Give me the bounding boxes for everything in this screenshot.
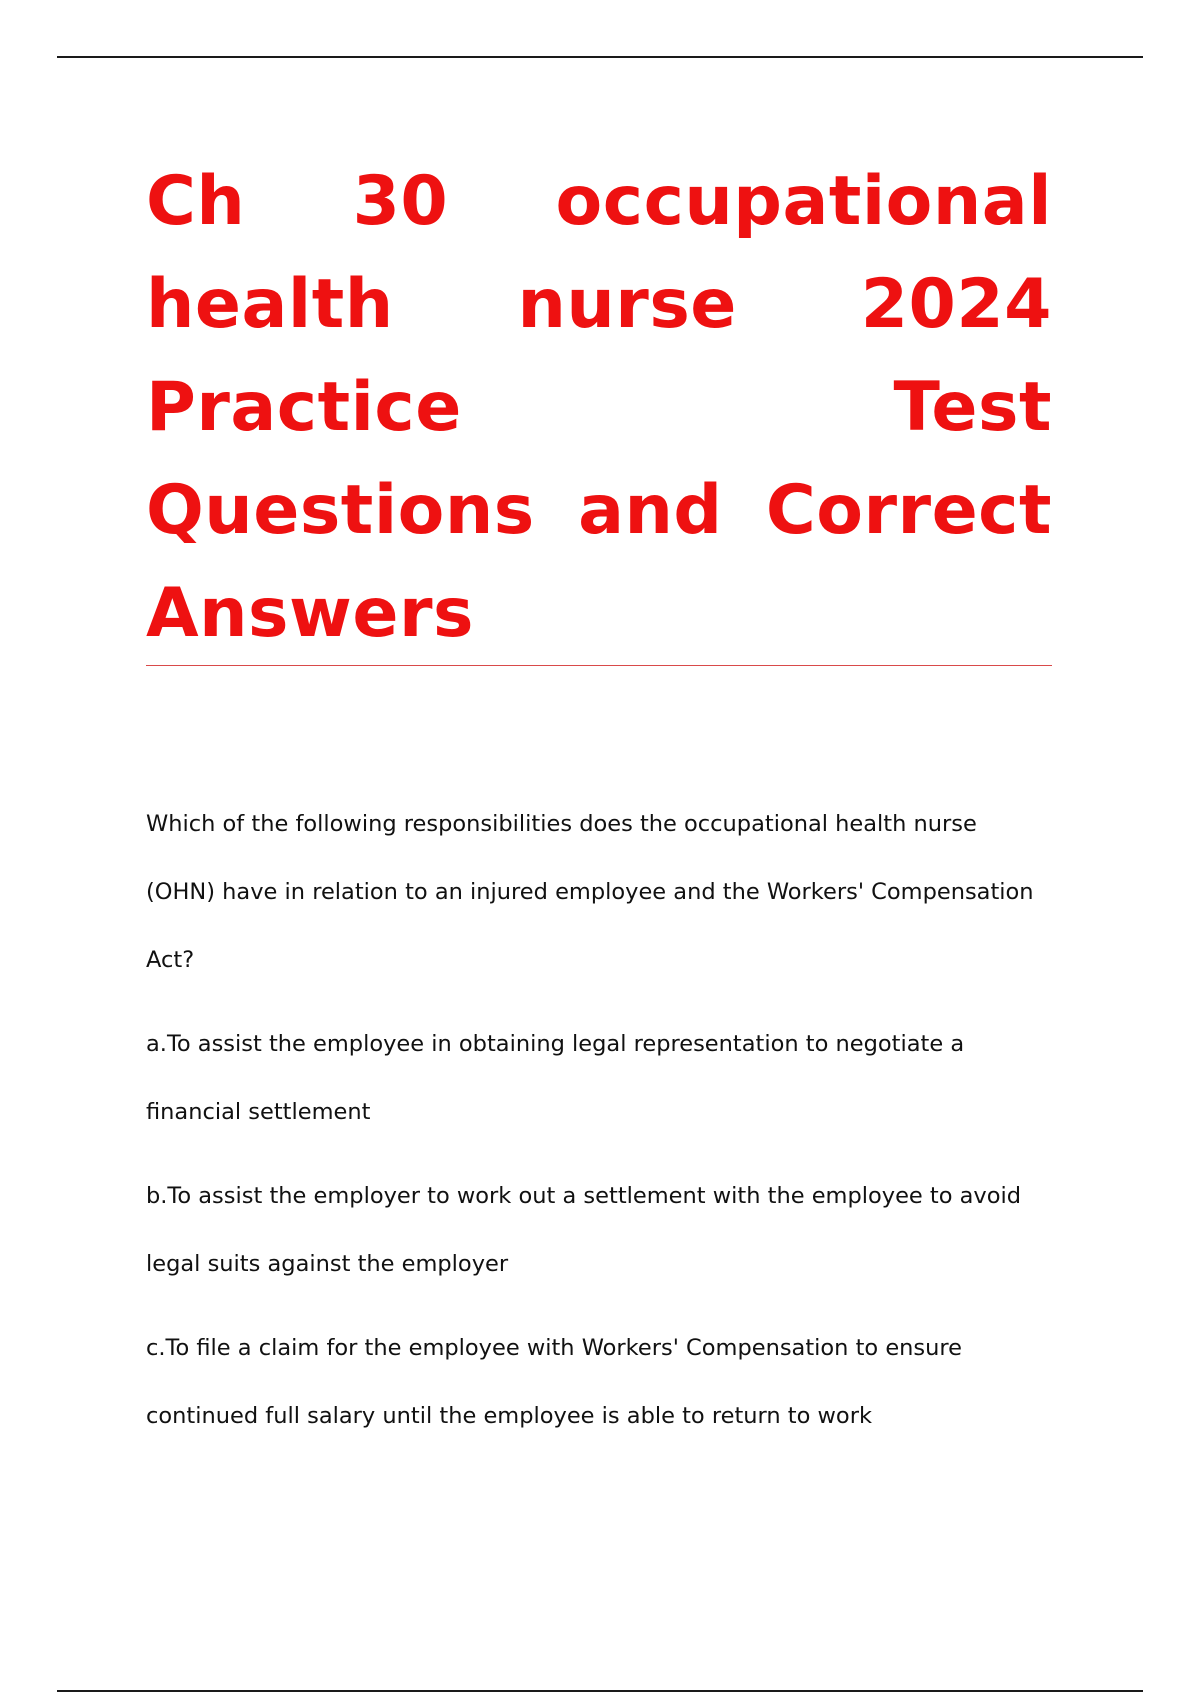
question-text: Which of the following responsibilities does the occupational health nurse (OHN) have in relation to an injured employee and the Workers' Compensation Act? xyxy=(146,811,1034,973)
bottom-page-rule xyxy=(57,1690,1143,1692)
answer-option-c: c.To file a claim for the employee with Workers' Compensation to ensure continued full salary until the employee is able to return to work xyxy=(146,1335,963,1429)
document-title: Ch 30 occupational health nurse 2024 Practice Test Questions and Correct Answers xyxy=(146,162,1052,653)
top-page-rule xyxy=(57,56,1143,58)
title-divider xyxy=(146,665,1052,666)
answer-option-b: b.To assist the employer to work out a settlement with the employee to avoid legal suits against the employer xyxy=(146,1183,1022,1277)
question-block xyxy=(146,790,1046,1466)
answer-option-a: a.To assist the employee in obtaining legal representation to negotiate a financial settlement xyxy=(146,1031,965,1125)
